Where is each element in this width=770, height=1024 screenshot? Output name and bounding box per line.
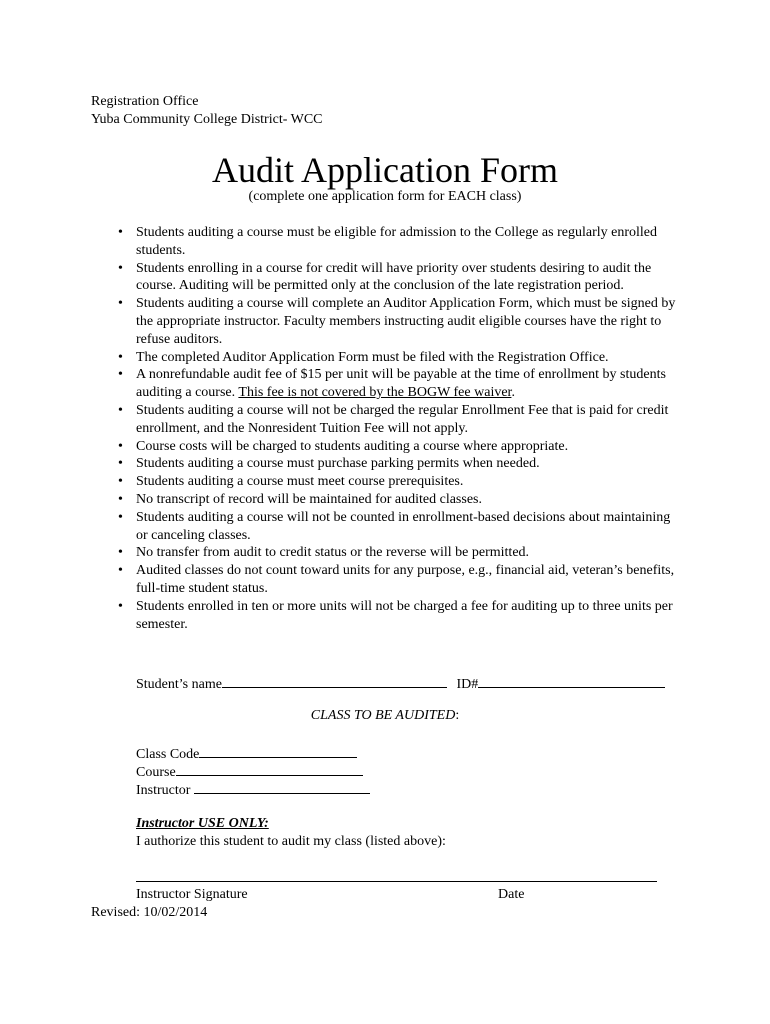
rule-item: • Course costs will be charged to students auditing a course where appropriate. bbox=[118, 438, 678, 456]
student-name-label: Student’s name bbox=[136, 677, 222, 692]
revised-date: Revised: 10/02/2014 bbox=[91, 905, 208, 920]
rule-item: • Students enrolling in a course for credit will have priority over students desiring to audit the course. Auditing will be permitted only at the conclusion of the late registration period. bbox=[118, 260, 678, 296]
rule-item: • Students auditing a course will not be counted in enrollment-based decisions about maintaining or canceling classes. bbox=[118, 509, 678, 545]
page-title: Audit Application Form bbox=[212, 150, 558, 190]
rules-list bbox=[118, 224, 678, 633]
rule-item: • No transcript of record will be maintained for audited classes. bbox=[118, 491, 678, 509]
rule-item: • The completed Auditor Application Form must be filed with the Registration Office. bbox=[118, 349, 678, 367]
authorize-text: I authorize this student to audit my class (listed above): bbox=[136, 834, 446, 849]
class-heading-row bbox=[0, 707, 770, 725]
rule-item: • Students auditing a course will complete an Auditor Application Form, which must be signed by the appropriate instructor. Faculty members instructing audit eligible courses have the right to refuse auditors. bbox=[118, 295, 678, 348]
instructor-use-only: Instructor USE ONLY: bbox=[136, 816, 269, 831]
district-name: Yuba Community College District- WCC bbox=[91, 112, 323, 127]
instructor-row bbox=[136, 779, 370, 800]
rule-fee-waiver-note: This fee is not covered by the BOGW fee waiver bbox=[238, 385, 512, 401]
class-code-label: Class Code bbox=[136, 747, 200, 762]
id-label: ID# bbox=[456, 677, 479, 692]
rule-item: • No transfer from audit to credit status or the reverse will be permitted. bbox=[118, 544, 678, 562]
signature-line[interactable] bbox=[136, 881, 657, 882]
student-row bbox=[136, 673, 665, 694]
office-name: Registration Office bbox=[91, 94, 199, 109]
class-heading: CLASS TO BE AUDITED bbox=[310, 708, 456, 723]
instructor-field[interactable] bbox=[194, 779, 370, 794]
student-name-field[interactable] bbox=[222, 673, 447, 688]
class-code-field[interactable] bbox=[199, 743, 357, 758]
course-field[interactable] bbox=[176, 761, 363, 776]
course-label: Course bbox=[136, 765, 176, 780]
rule-item: • Students auditing a course must purchase parking permits when needed. bbox=[118, 455, 678, 473]
office-header bbox=[91, 93, 323, 129]
date-label: Date bbox=[498, 887, 525, 902]
rule-item: • Students auditing a course will not be charged the regular Enrollment Fee that is paid for credit enrollment, and the Nonresident Tuition Fee will not apply. bbox=[118, 402, 678, 438]
instructor-label: Instructor bbox=[136, 783, 194, 798]
id-field[interactable] bbox=[478, 673, 665, 688]
rule-item: • Students auditing a course must meet course prerequisites. bbox=[118, 473, 678, 491]
rule-item: • Audited classes do not count toward units for any purpose, e.g., financial aid, veteran’s benefits, full-time student status. bbox=[118, 562, 678, 598]
rule-item-fee bbox=[118, 366, 678, 402]
rule-item: • Students enrolled in ten or more units will not be charged a fee for auditing up to three units per semester. bbox=[118, 598, 678, 634]
rule-fee-period: . bbox=[511, 385, 515, 401]
signature-label: Instructor Signature bbox=[136, 887, 248, 902]
rule-item: • Students auditing a course must be eligible for admission to the College as regularly enrolled students. bbox=[118, 224, 678, 260]
page-subtitle: (complete one application form for EACH class) bbox=[248, 189, 522, 204]
rule-fee-text: A nonrefundable audit fee of $15 per unit will be payable at the time of enrollment by students auditing a course. bbox=[136, 367, 666, 401]
class-heading-colon: : bbox=[455, 708, 460, 723]
